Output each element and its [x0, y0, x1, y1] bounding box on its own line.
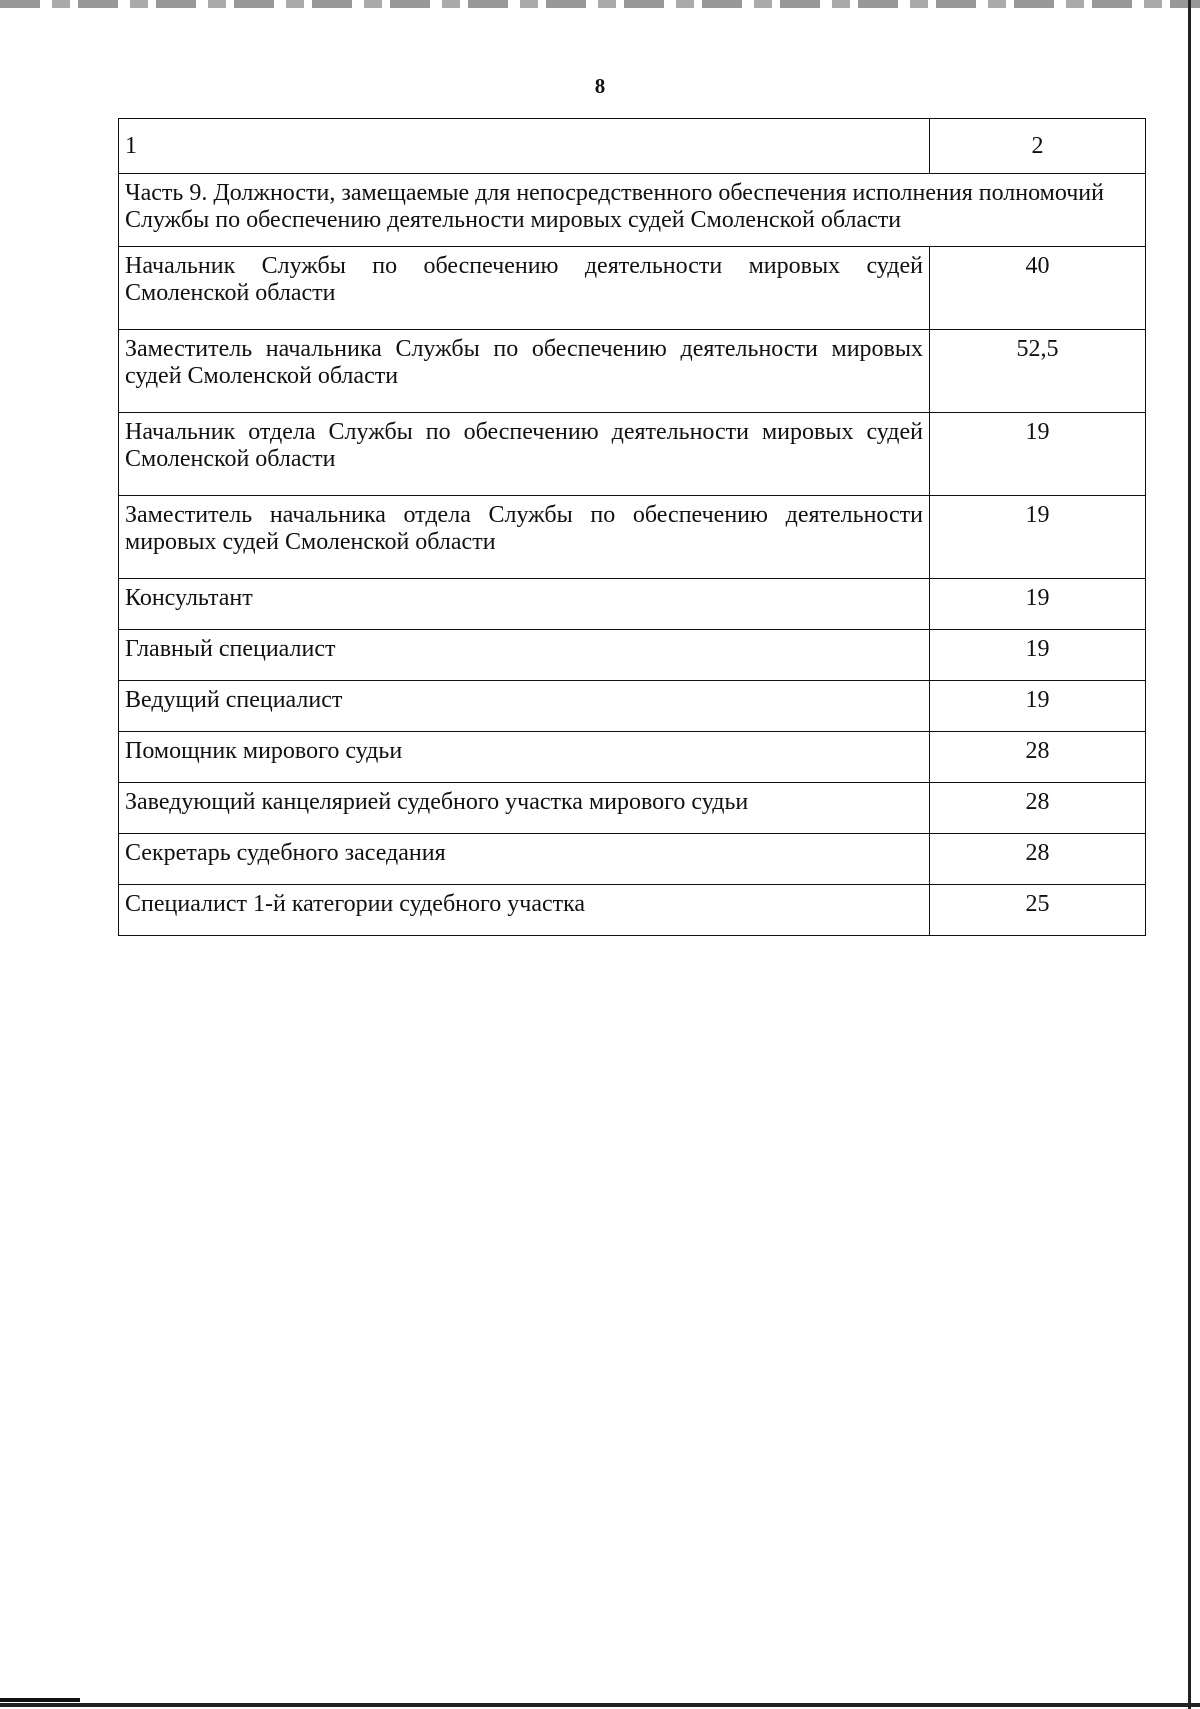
table-row: [119, 834, 1146, 885]
value-cell: 19: [930, 413, 1146, 496]
position-cell: Начальник Службы по обеспечению деятельности мировых судей Смоленской области: [119, 247, 930, 330]
value-cell: 28: [930, 783, 1146, 834]
value-cell: 28: [930, 834, 1146, 885]
value-cell: 19: [930, 496, 1146, 579]
value-cell: 19: [930, 630, 1146, 681]
scan-artifact-top-edge: [0, 0, 1200, 8]
value-cell: 28: [930, 732, 1146, 783]
column-2-header: 2: [930, 119, 1146, 174]
table-header-row: [119, 119, 1146, 174]
position-cell: Ведущий специалист: [119, 681, 930, 732]
section-title: Часть 9. Должности, замещаемые для непосредственного обеспечения исполнения полномочий Службы по обеспечению деятельности мировых судей Смоленской области: [119, 174, 1146, 247]
column-1-header: 1: [119, 119, 930, 174]
value-cell: 19: [930, 681, 1146, 732]
position-cell: Секретарь судебного заседания: [119, 834, 930, 885]
scan-artifact-bottom-edge: [0, 1703, 1200, 1707]
table-row: [119, 783, 1146, 834]
table-row: [119, 413, 1146, 496]
position-cell: Специалист 1-й категории судебного участка: [119, 885, 930, 936]
table-row: [119, 885, 1146, 936]
value-cell: 52,5: [930, 330, 1146, 413]
position-cell: Заместитель начальника Службы по обеспечению деятельности мировых судей Смоленской области: [119, 330, 930, 413]
table-row: [119, 579, 1146, 630]
table-row: [119, 732, 1146, 783]
position-cell: Главный специалист: [119, 630, 930, 681]
table-row: [119, 630, 1146, 681]
value-cell: 19: [930, 579, 1146, 630]
scan-artifact-right-edge: [1188, 0, 1191, 1709]
table-row: [119, 247, 1146, 330]
section-title-row: [119, 174, 1146, 247]
positions-table: [118, 118, 1146, 936]
table-row: [119, 496, 1146, 579]
position-cell: Начальник отдела Службы по обеспечению деятельности мировых судей Смоленской области: [119, 413, 930, 496]
scan-artifact-bottom-left-mark: [0, 1698, 80, 1702]
page-number: 8: [594, 74, 606, 98]
table-row: [119, 681, 1146, 732]
table-row: [119, 330, 1146, 413]
position-cell: Консультант: [119, 579, 930, 630]
position-cell: Помощник мирового судьи: [119, 732, 930, 783]
position-cell: Заведующий канцелярией судебного участка мирового судьи: [119, 783, 930, 834]
value-cell: 25: [930, 885, 1146, 936]
value-cell: 40: [930, 247, 1146, 330]
position-cell: Заместитель начальника отдела Службы по обеспечению деятельности мировых судей Смоленской области: [119, 496, 930, 579]
